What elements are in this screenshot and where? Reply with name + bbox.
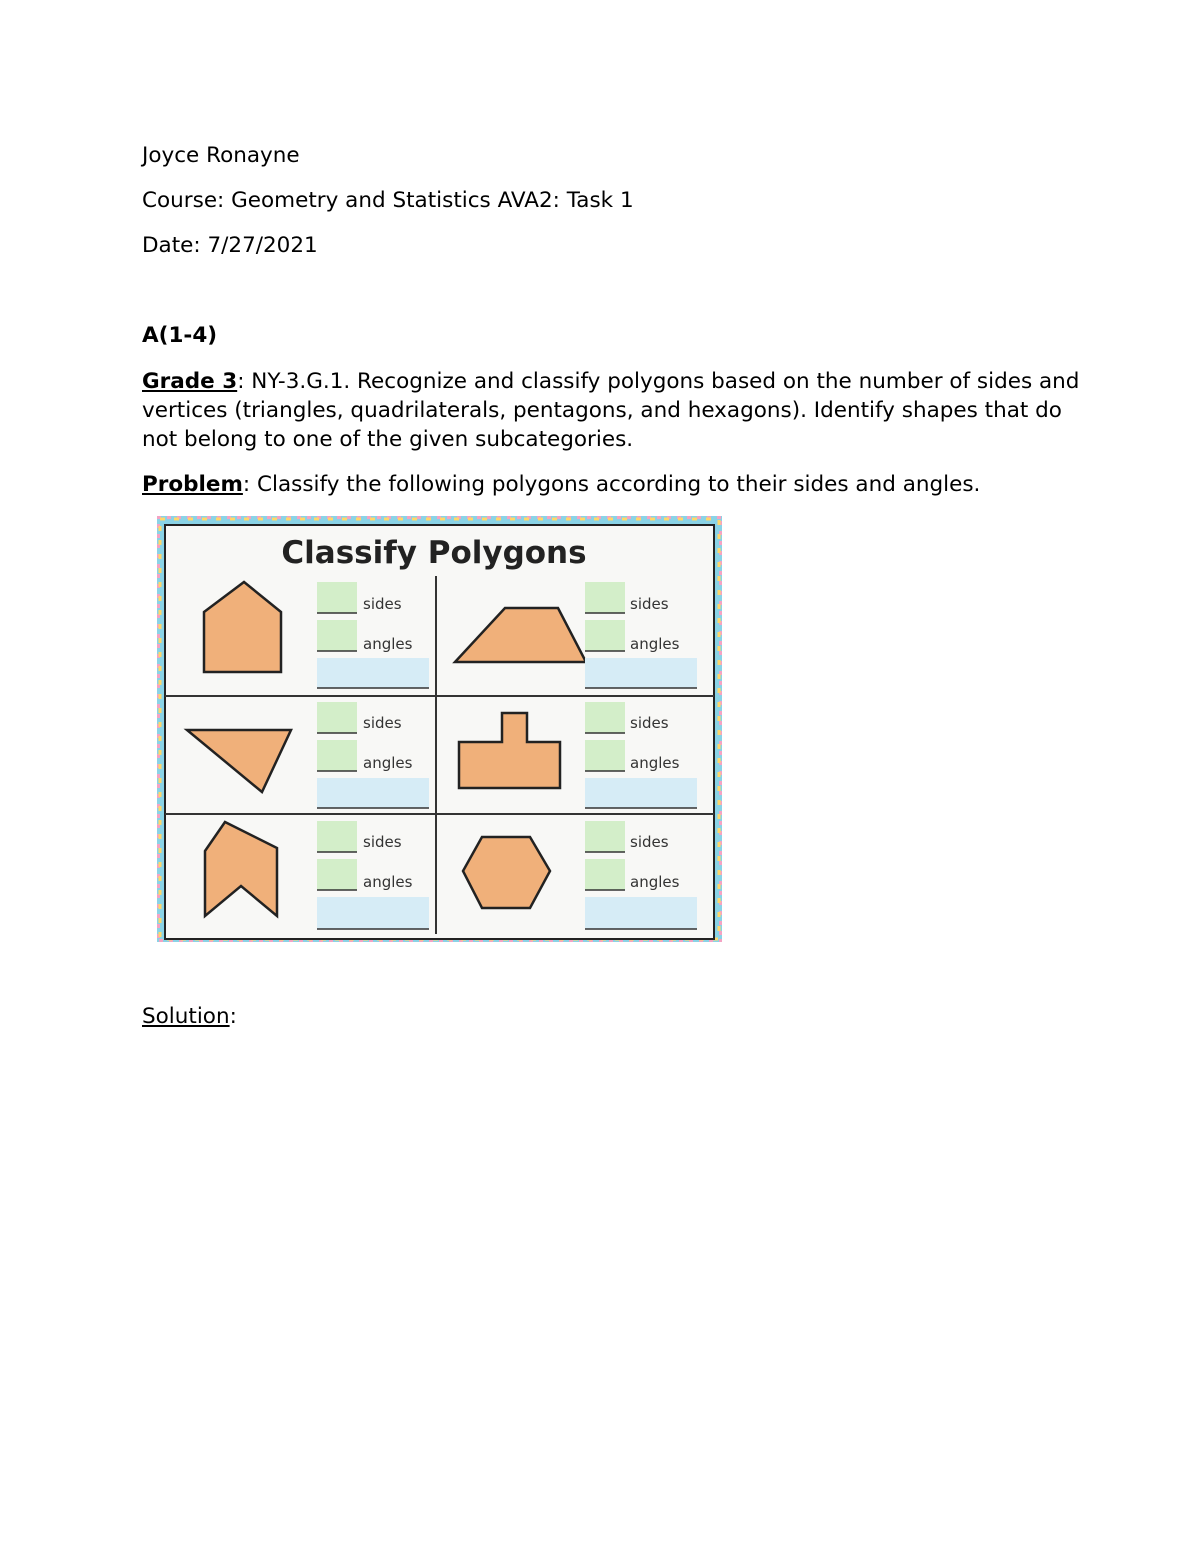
solution-label: Solution: [142, 1004, 230, 1029]
section-heading: A(1-4): [142, 323, 218, 348]
svg-text:angles: angles: [363, 873, 413, 891]
svg-text:angles: angles: [630, 635, 680, 653]
svg-text:angles: angles: [363, 754, 413, 772]
solution-separator: :: [229, 1004, 237, 1029]
svg-text:sides: sides: [363, 595, 402, 613]
standard-paragraph: [142, 367, 1082, 454]
solution-line: [142, 1002, 237, 1031]
problem-label: Problem: [142, 472, 243, 497]
svg-text:sides: sides: [630, 595, 669, 613]
svg-text:sides: sides: [630, 714, 669, 732]
hexagon-icon: [463, 837, 550, 908]
course-line: Course: Geometry and Statistics AVA2: Task 1: [142, 188, 634, 213]
author-name: Joyce Ronayne: [142, 143, 300, 168]
svg-text:sides: sides: [363, 714, 402, 732]
svg-text:sides: sides: [363, 833, 402, 851]
svg-text:angles: angles: [630, 873, 680, 891]
classify-polygons-worksheet-image: [157, 516, 722, 942]
problem-paragraph: [142, 470, 980, 499]
svg-text:angles: angles: [630, 754, 680, 772]
date-line: Date: 7/27/2021: [142, 233, 318, 258]
standard-label: Grade 3: [142, 369, 238, 394]
problem-separator: :: [242, 472, 257, 497]
standard-separator: :: [237, 369, 252, 394]
svg-text:sides: sides: [630, 833, 669, 851]
worksheet-title: Classify Polygons: [281, 535, 587, 571]
svg-text:angles: angles: [363, 635, 413, 653]
problem-text: Classify the following polygons according to their sides and angles.: [256, 472, 981, 497]
standard-text: NY-3.G.1. Recognize and classify polygons based on the number of sides and vertices (triangles, quadrilaterals, pentagons, and hexagons). Identify shapes that do not belong to one of the given subcategories.: [142, 369, 1080, 452]
